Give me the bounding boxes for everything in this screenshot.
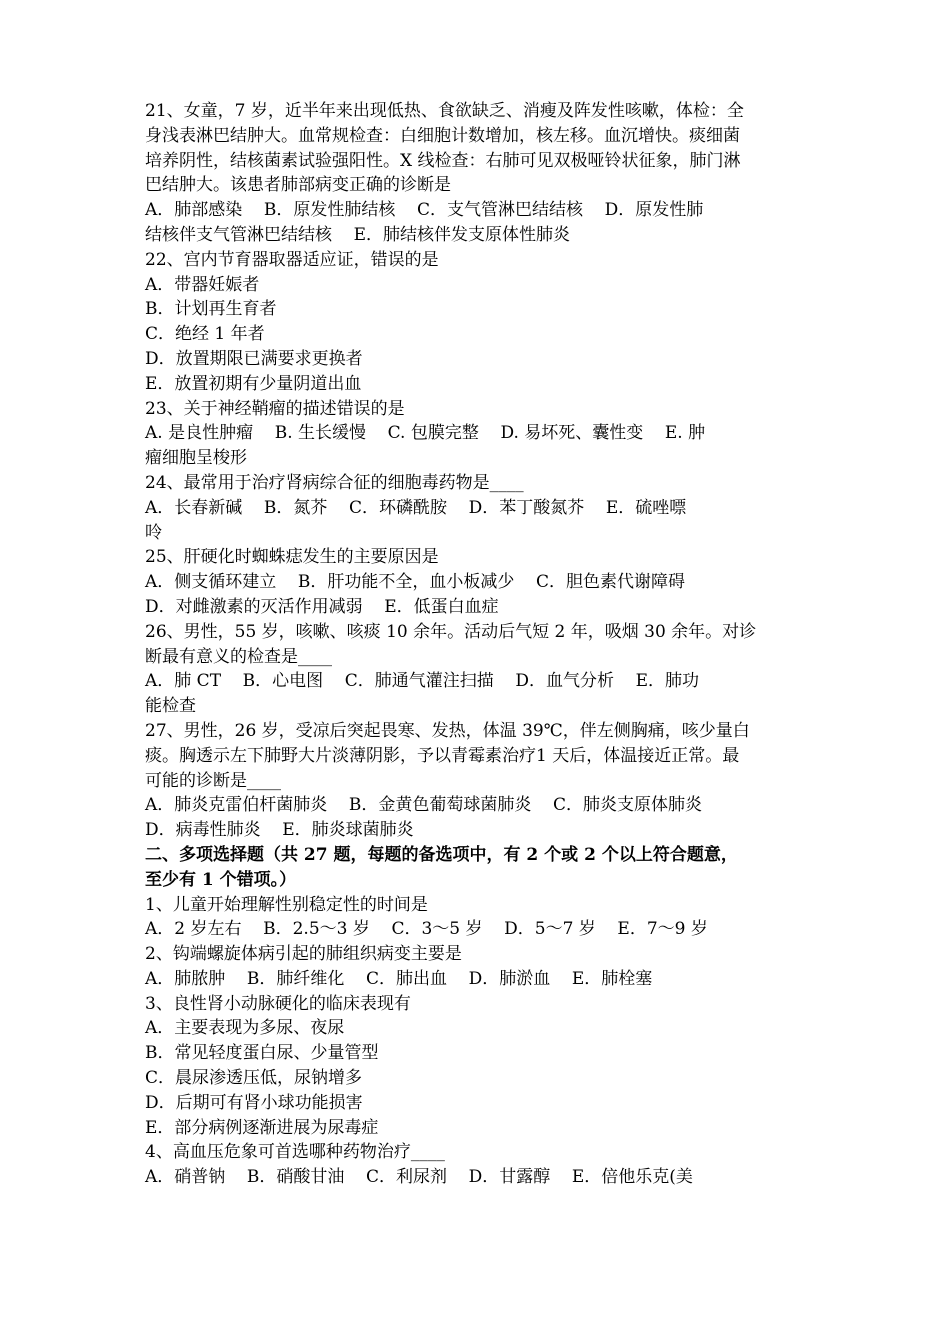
text-line: 23、关于神经鞘瘤的描述错误的是 bbox=[145, 398, 405, 419]
text-line: 呤 bbox=[145, 522, 162, 543]
text-line: 巴结肿大。该患者肺部病变正确的诊断是 bbox=[145, 175, 451, 196]
section-heading-line: 二、多项选择题（共 27 题，每题的备选项中，有 2 个或 2 个以上符合题意， bbox=[145, 844, 738, 865]
text-line: D．病毒性肺炎 E．肺炎球菌肺炎 bbox=[145, 820, 414, 841]
text-line: 26、男性，55 岁，咳嗽、咳痰 10 余年。活动后气短 2 年，吸烟 30 余年。对诊 bbox=[145, 621, 757, 642]
text-line: 痰。胸透示左下肺野大片淡薄阴影，予以青霉素治疗1 天后，体温接近正常。最 bbox=[145, 745, 740, 766]
text-line: A．肺脓肿 B．肺纤维化 C．肺出血 D．肺淤血 E．肺栓塞 bbox=[145, 968, 653, 989]
text-line: 4、高血压危象可首选哪种药物治疗____ bbox=[145, 1142, 445, 1163]
text-line: A. 是良性肿瘤 B. 生长缓慢 C. 包膜完整 D. 易坏死、囊性变 E. 肿 bbox=[145, 423, 706, 444]
text-line: 3、良性肾小动脉硬化的临床表现有 bbox=[145, 993, 411, 1014]
text-line: D．后期可有肾小球功能损害 bbox=[145, 1092, 363, 1113]
text-line: 27、男性，26 岁，受凉后突起畏寒、发热，体温 39℃，伴左侧胸痛，咳少量白 bbox=[145, 720, 750, 741]
text-line: 断最有意义的检查是____ bbox=[145, 646, 332, 667]
text-line: 21、女童，7 岁，近半年来出现低热、食欲缺乏、消瘦及阵发性咳嗽，体检：全 bbox=[145, 101, 744, 121]
text-line: A．侧支循环建立 B．肝功能不全，血小板减少 C．胆色素代谢障碍 bbox=[145, 572, 686, 593]
text-line: 结核伴支气管淋巴结结核 E．肺结核伴发支原体性肺炎 bbox=[145, 224, 571, 245]
text-line: D．对雌激素的灭活作用减弱 E．低蛋白血症 bbox=[145, 596, 499, 617]
text-line: B．计划再生育者 bbox=[145, 299, 277, 320]
text-line: A．主要表现为多尿、夜尿 bbox=[145, 1018, 345, 1039]
text-line: A．长春新碱 B．氮芥 C．环磷酰胺 D．苯丁酸氮芥 E．硫唑嘌 bbox=[145, 497, 687, 518]
text-line: 24、最常用于治疗肾病综合征的细胞毒药物是____ bbox=[145, 472, 524, 493]
text-line: C．绝经 1 年者 bbox=[145, 324, 265, 345]
text-line: D．放置期限已满要求更换者 bbox=[145, 348, 363, 369]
text-line: 瘤细胞呈梭形 bbox=[145, 448, 247, 469]
text-line: B．常见轻度蛋白尿、少量管型 bbox=[145, 1043, 379, 1064]
document-body bbox=[145, 99, 815, 1190]
text-line: A．肺部感染 B．原发性肺结核 C．支气管淋巴结结核 D．原发性肺 bbox=[145, 200, 704, 221]
text-line: C．晨尿渗透压低，尿钠增多 bbox=[145, 1068, 363, 1089]
text-line: A．肺炎克雷伯杆菌肺炎 B．金黄色葡萄球菌肺炎 C．肺炎支原体肺炎 bbox=[145, 795, 703, 816]
text-line: 25、肝硬化时蜘蛛痣发生的主要原因是 bbox=[145, 547, 439, 568]
text-line: A．肺 CT B．心电图 C．肺通气灌注扫描 D．血气分析 E．肺功 bbox=[145, 671, 700, 692]
section-heading-line: 至少有 1 个错项。） bbox=[145, 869, 297, 890]
text-line: A．2 岁左右 B．2.5～3 岁 C．3～5 岁 D．5～7 岁 E．7～9 岁 bbox=[145, 919, 708, 940]
text-line: 2、钩端螺旋体病引起的肺组织病变主要是 bbox=[145, 944, 462, 965]
text-line: 培养阴性，结核菌素试验强阳性。X 线检查：右肺可见双极哑铃状征象，肺门淋 bbox=[145, 150, 741, 171]
text-line: 身浅表淋巴结肿大。血常规检查：白细胞计数增加，核左移。血沉增快。痰细菌 bbox=[145, 125, 740, 146]
text-line: 1、儿童开始理解性别稳定性的时间是 bbox=[145, 894, 428, 915]
text-line: A．带器妊娠者 bbox=[145, 274, 260, 295]
text-line: 22、宫内节育器取器适应证，错误的是 bbox=[145, 249, 439, 270]
text-line: A．硝普钠 B．硝酸甘油 C．利尿剂 D．甘露醇 E．倍他乐克(美 bbox=[145, 1167, 693, 1188]
text-line: E．部分病例逐渐进展为尿毒症 bbox=[145, 1117, 379, 1138]
text-line: E．放置初期有少量阴道出血 bbox=[145, 373, 362, 394]
text-line: 能检查 bbox=[145, 696, 196, 717]
text-line: 可能的诊断是____ bbox=[145, 770, 281, 791]
